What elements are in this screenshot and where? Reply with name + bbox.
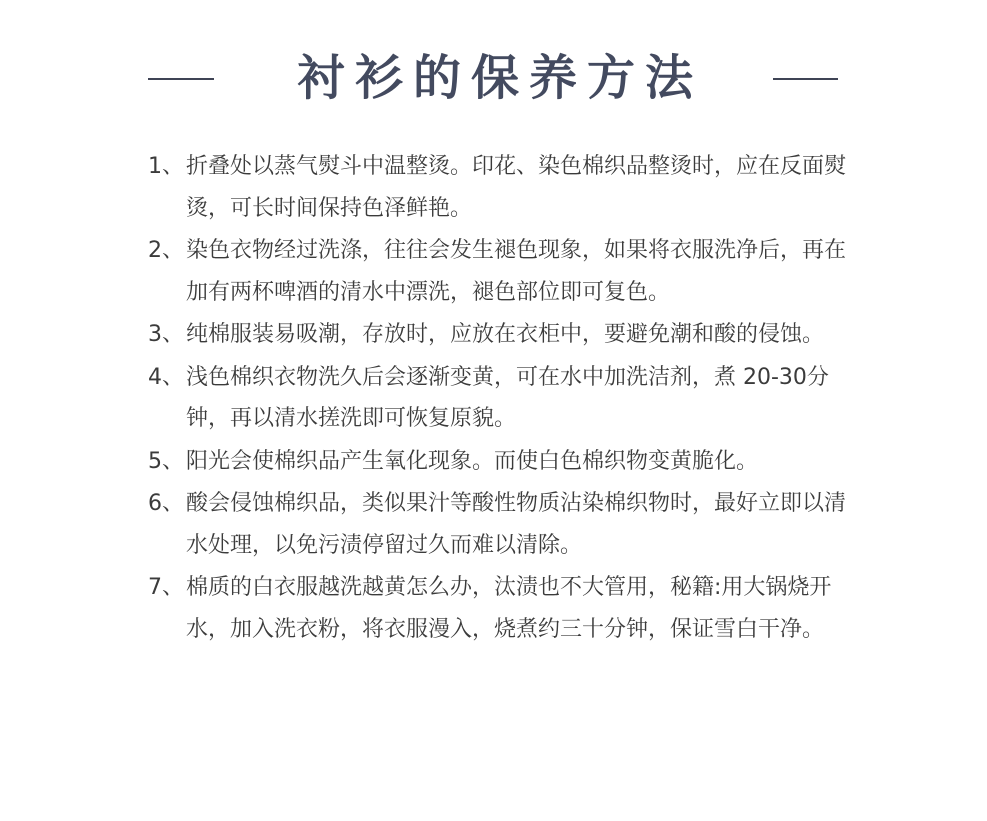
- item-text: 阳光会使棉织品产生氧化现象。而使白色棉织物变黄脆化。: [186, 448, 759, 474]
- list-item: [148, 230, 848, 313]
- list-item: [148, 567, 848, 650]
- item-number: 7、: [148, 575, 184, 600]
- item-number: 2、: [148, 238, 184, 263]
- title-divider-right: [773, 78, 838, 80]
- item-text: 纯棉服装易吸潮，存放时，应放在衣柜中，要避免潮和酸的侵蚀。: [186, 322, 825, 347]
- item-number: 1、: [148, 154, 184, 179]
- header: [0, 40, 987, 116]
- item-number: 4、: [148, 364, 184, 390]
- list-item: [148, 357, 848, 440]
- item-text: 酸会侵蚀棉织品，类似果汁等酸性物质沾染棉织物时，最好立即以清水处理，以免污渍停留过久而难以清除。: [186, 491, 847, 558]
- item-number: 6、: [148, 491, 184, 516]
- care-tips-list: [148, 146, 848, 651]
- list-item: [148, 441, 848, 483]
- list-item: [148, 483, 848, 566]
- page-title: 衬衫的保养方法: [296, 50, 703, 106]
- item-number: 5、: [148, 448, 184, 474]
- title-divider-left: [148, 78, 214, 80]
- item-text: 浅色棉织衣物洗久后会逐渐变黄，可在水中加洗洁剂，煮 20-30分钟，再以清水搓洗即可恢复原貌。: [186, 364, 829, 431]
- list-item: [148, 314, 848, 356]
- item-text: 折叠处以蒸气熨斗中温整烫。印花、染色棉织品整烫时，应在反面熨烫，可长时间保持色泽鲜艳。: [186, 154, 847, 221]
- item-number: 3、: [148, 322, 184, 347]
- item-text: 棉质的白衣服越洗越黄怎么办，汰渍也不大管用，秘籍:用大锅烧开水，加入洗衣粉，将衣服漫入，烧煮约三十分钟，保证雪白干净。: [186, 575, 832, 642]
- list-item: [148, 146, 848, 229]
- item-text: 染色衣物经过洗涤，往往会发生褪色现象，如果将衣服洗净后，再在加有两杯啤酒的清水中漂洗，褪色部位即可复色。: [186, 238, 847, 305]
